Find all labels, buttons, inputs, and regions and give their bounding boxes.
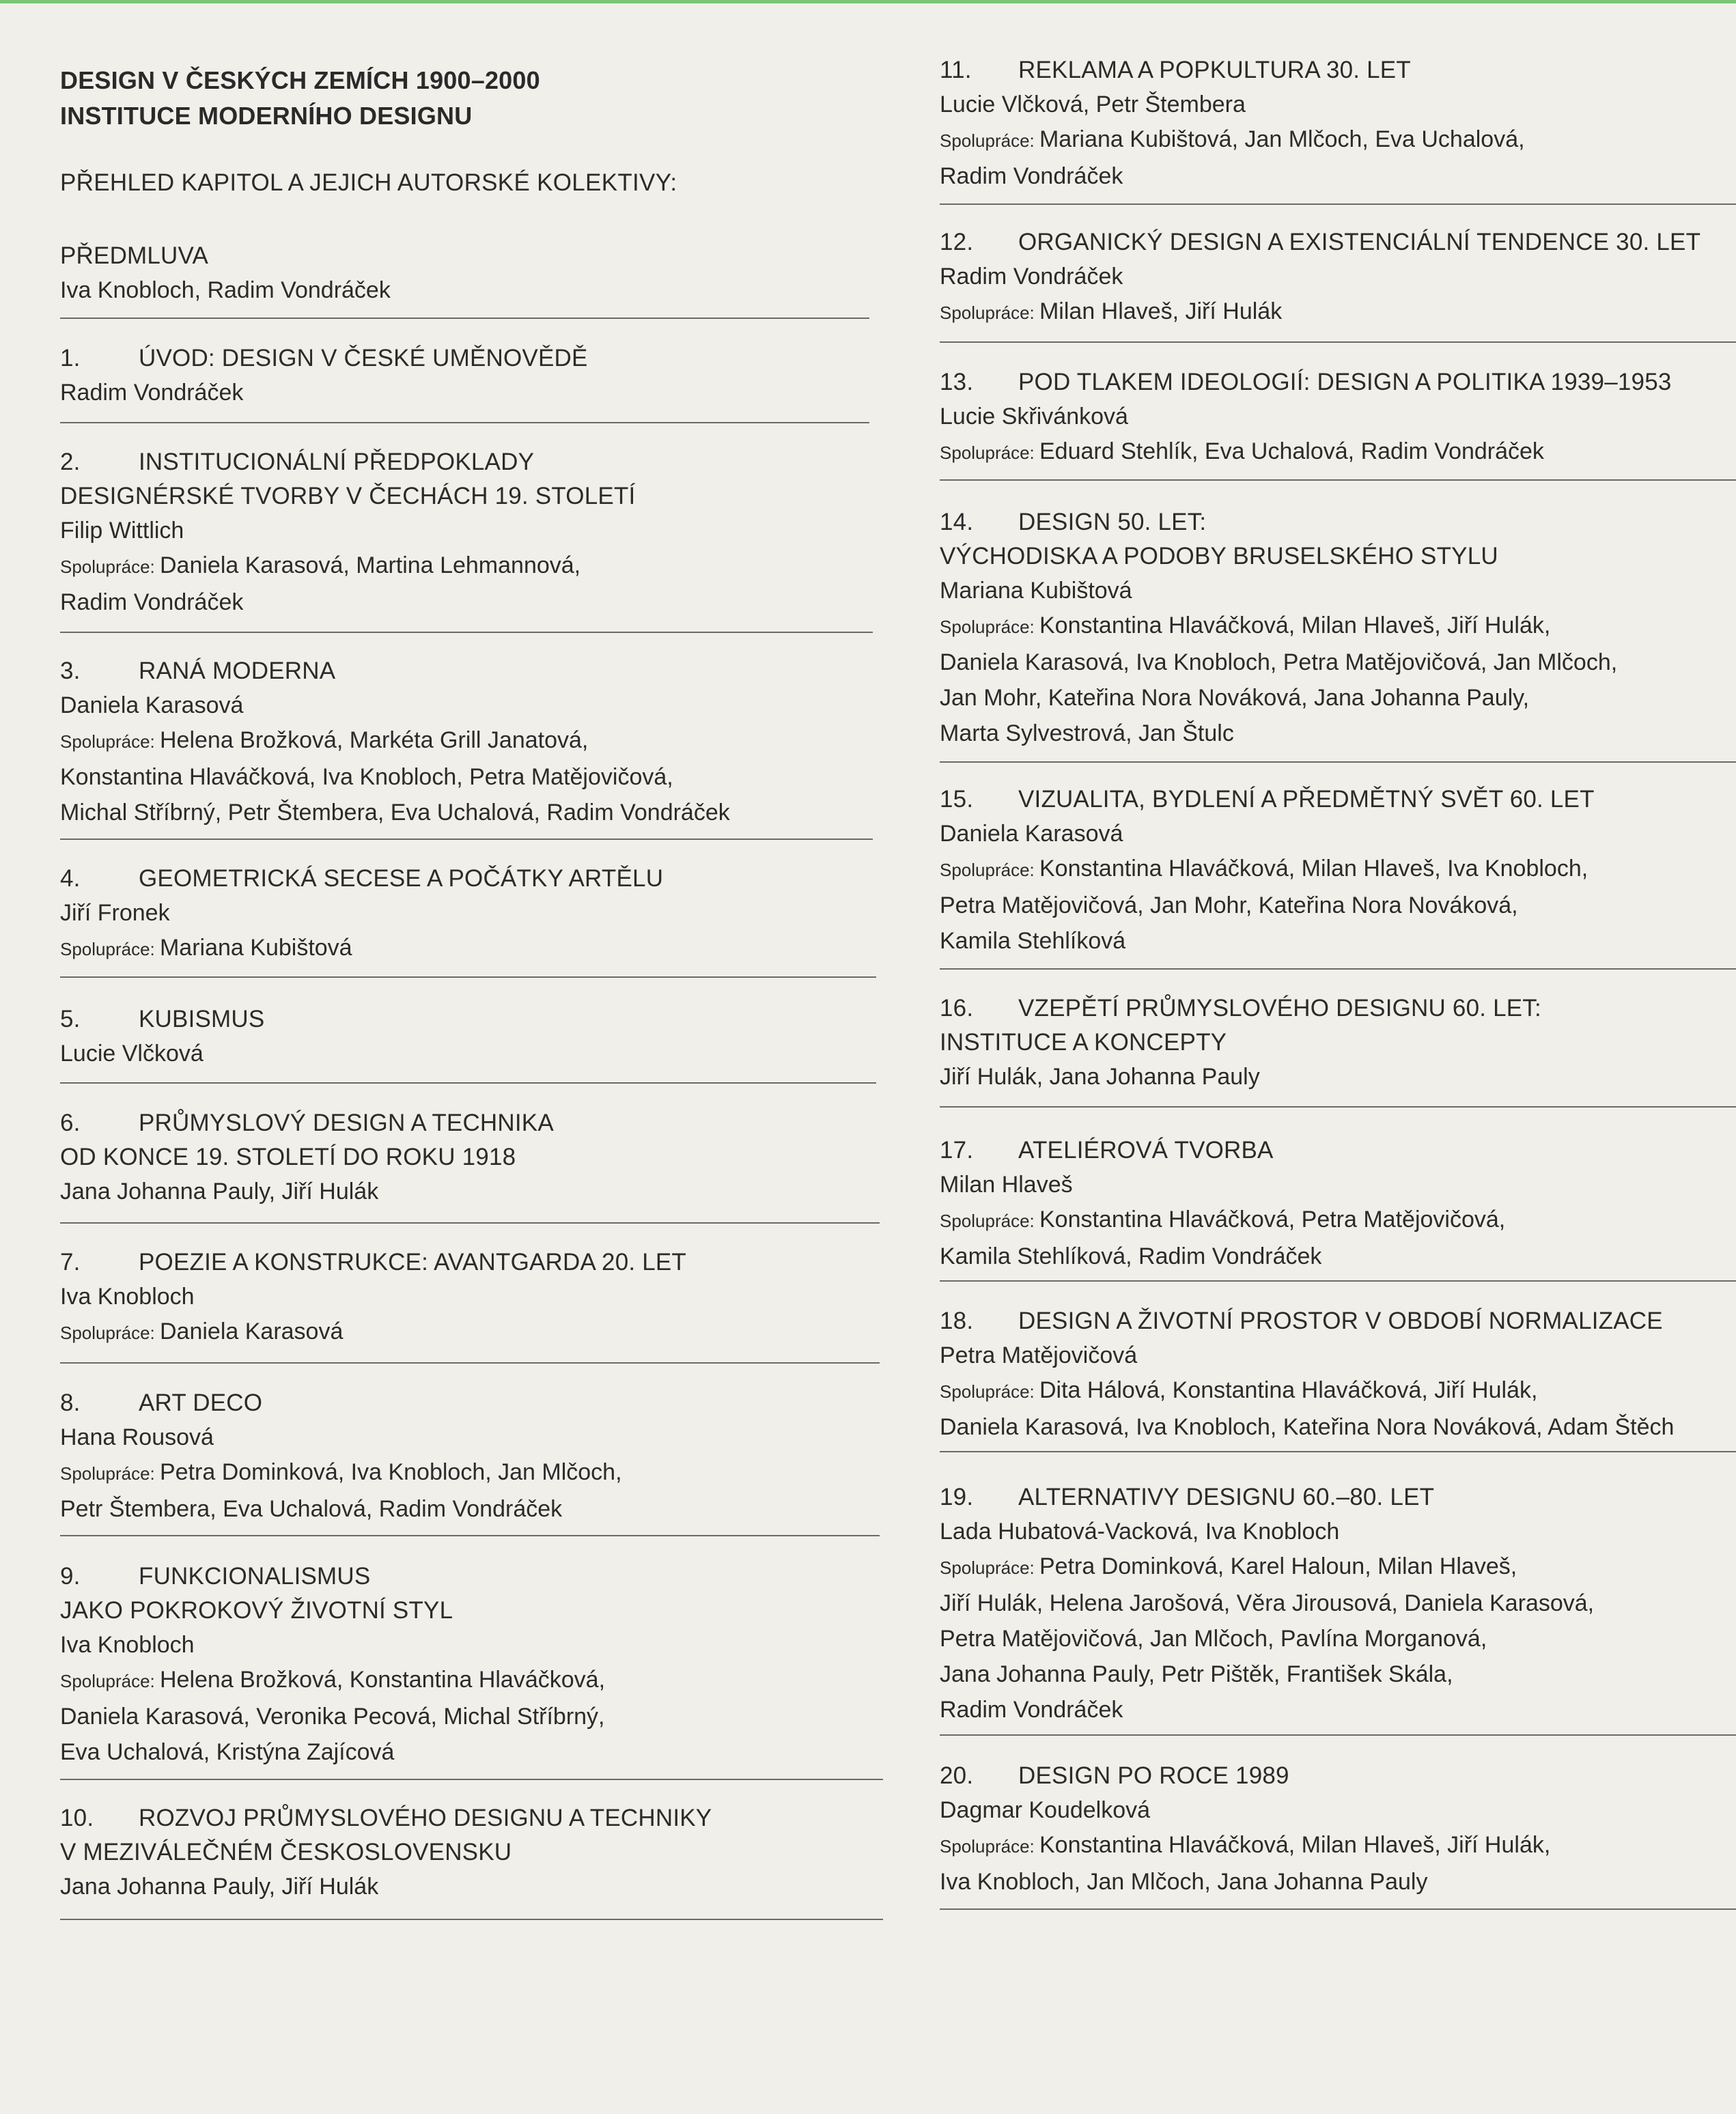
- chapter-collaborators: Spolupráce: Dita Hálová, Konstantina Hlaváčková, Jiří Hulák,: [940, 1377, 1538, 1403]
- chapter-entry: [940, 1304, 1736, 1445]
- chapter-number: 17.: [940, 1137, 974, 1164]
- chapter-collaborators: Spolupráce: Konstantina Hlaváčková, Milan Hlaveš, Jiří Hulák,: [940, 1832, 1551, 1858]
- chapter-entry: [940, 1759, 1736, 1900]
- preface-title: PŘEDMLUVA: [60, 242, 209, 269]
- chapter-authors: Lada Hubatová-Vacková, Iva Knobloch: [940, 1519, 1340, 1545]
- chapter-collaborators: Petr Štembera, Eva Uchalová, Radim Vondráček: [60, 1496, 563, 1522]
- divider: [60, 976, 876, 978]
- chapter-number: 19.: [940, 1484, 974, 1510]
- chapter-collaborators: Daniela Karasová, Iva Knobloch, Kateřina Nora Nováková, Adam Štěch: [940, 1414, 1675, 1440]
- chapter-authors: Milan Hlaveš: [940, 1172, 1073, 1198]
- chapter-title: V MEZIVÁLEČNÉM ČESKOSLOVENSKU: [60, 1839, 512, 1865]
- collaboration-label: Spolupráce:: [940, 1211, 1039, 1231]
- collaboration-label: Spolupráce:: [940, 860, 1039, 880]
- collaboration-label: Spolupráce:: [60, 731, 160, 752]
- divider: [60, 318, 869, 319]
- chapter-authors: Jana Johanna Pauly, Jiří Hulák: [60, 1179, 379, 1204]
- chapter-collaborators: Radim Vondráček: [940, 1697, 1123, 1723]
- chapter-collaborators: Kamila Stehlíková, Radim Vondráček: [940, 1243, 1322, 1269]
- chapter-collaborators: Spolupráce: Eduard Stehlík, Eva Uchalová, Radim Vondráček: [940, 438, 1544, 464]
- chapter-title: VÝCHODISKA A PODOBY BRUSELSKÉHO STYLU: [940, 543, 1498, 569]
- chapter-entry: [940, 783, 1736, 959]
- chapter-title: 18. DESIGN A ŽIVOTNÍ PROSTOR V OBDOBÍ NORMALIZACE: [940, 1304, 1736, 1338]
- chapter-number: 6.: [60, 1110, 81, 1136]
- chapter-authors: Petra Matějovičová: [940, 1342, 1138, 1368]
- divider: [940, 1106, 1736, 1108]
- chapter-collaborators: Radim Vondráček: [60, 589, 244, 615]
- divider: [60, 422, 869, 423]
- chapter-title: 7. POEZIE A KONSTRUKCE: AVANTGARDA 20. LET: [60, 1245, 1736, 1280]
- chapter-title: 19. ALTERNATIVY DESIGNU 60.–80. LET: [940, 1480, 1736, 1514]
- chapter-title: 6. PRŮMYSLOVÝ DESIGN A TECHNIKA: [60, 1106, 1736, 1140]
- chapter-authors: Daniela Karasová: [60, 692, 244, 718]
- overview-heading: PŘEHLED KAPITOL A JEJICH AUTORSKÉ KOLEKTIVY:: [60, 169, 677, 196]
- chapter-title: 10. ROZVOJ PRŮMYSLOVÉHO DESIGNU A TECHNIKY: [60, 1801, 1736, 1835]
- chapter-number: 16.: [940, 995, 974, 1021]
- chapter-entry: [940, 225, 1736, 330]
- chapter-title: JAKO POKROKOVÝ ŽIVOTNÍ STYL: [60, 1597, 453, 1624]
- chapter-number: 12.: [940, 229, 974, 255]
- chapter-title: 11. REKLAMA A POPKULTURA 30. LET: [940, 53, 1736, 87]
- chapter-title: INSTITUCE A KONCEPTY: [940, 1029, 1227, 1056]
- chapter-number: 9.: [60, 1563, 81, 1590]
- chapter-authors: Hana Rousová: [60, 1424, 214, 1450]
- chapter-title: 2. INSTITUCIONÁLNÍ PŘEDPOKLADY: [60, 445, 1736, 479]
- collaboration-label: Spolupráce:: [940, 1836, 1039, 1857]
- chapter-collaborators: Eva Uchalová, Kristýna Zajícová: [60, 1739, 395, 1765]
- divider: [940, 1734, 1736, 1736]
- collaboration-label: Spolupráce:: [60, 1671, 160, 1691]
- chapter-collaborators: Spolupráce: Petra Dominková, Iva Knobloch, Jan Mlčoch,: [60, 1459, 622, 1485]
- chapter-number: 8.: [60, 1390, 81, 1416]
- chapter-authors: Lucie Skřivánková: [940, 404, 1128, 429]
- chapter-entry: [940, 53, 1736, 194]
- chapter-number: 13.: [940, 369, 974, 395]
- collaboration-label: Spolupráce:: [60, 556, 160, 577]
- divider: [940, 968, 1736, 970]
- chapter-number: 11.: [940, 57, 972, 83]
- chapter-collaborators: Petra Matějovičová, Jan Mohr, Kateřina Nora Nováková,: [940, 892, 1518, 918]
- divider: [940, 1280, 1736, 1282]
- divider: [940, 341, 1736, 343]
- chapter-collaborators: Petra Matějovičová, Jan Mlčoch, Pavlína Morganová,: [940, 1626, 1487, 1652]
- chapter-entry: [940, 365, 1736, 470]
- collaboration-label: Spolupráce:: [60, 939, 160, 959]
- chapter-authors: Dagmar Koudelková: [940, 1797, 1151, 1823]
- book-title: [60, 63, 811, 134]
- chapter-collaborators: Marta Sylvestrová, Jan Štulc: [940, 720, 1234, 746]
- chapter-collaborators: Radim Vondráček: [940, 163, 1123, 189]
- chapter-number: 15.: [940, 786, 974, 813]
- chapter-authors: Iva Knobloch: [60, 1632, 195, 1658]
- chapter-collaborators: Michal Stříbrný, Petr Štembera, Eva Uchalová, Radim Vondráček: [60, 800, 730, 826]
- chapter-collaborators: Spolupráce: Petra Dominková, Karel Haloun, Milan Hlaveš,: [940, 1553, 1517, 1579]
- preface-authors: Iva Knobloch, Radim Vondráček: [60, 277, 391, 303]
- chapter-number: 3.: [60, 658, 81, 684]
- divider: [60, 1535, 880, 1536]
- divider: [940, 479, 1736, 481]
- chapter-collaborators: Spolupráce: Konstantina Hlaváčková, Milan Hlaveš, Iva Knobloch,: [940, 856, 1588, 882]
- chapter-number: 18.: [940, 1308, 974, 1334]
- chapter-authors: Jiří Fronek: [60, 900, 170, 926]
- chapter-collaborators: Konstantina Hlaváčková, Iva Knobloch, Petra Matějovičová,: [60, 764, 673, 790]
- chapter-number: 1.: [60, 345, 81, 371]
- chapter-title: 12. ORGANICKÝ DESIGN A EXISTENCIÁLNÍ TENDENCE 30. LET: [940, 225, 1736, 259]
- chapter-authors: Filip Wittlich: [60, 518, 184, 544]
- book-title-line1: DESIGN V ČESKÝCH ZEMÍCH 1900–2000: [60, 66, 540, 94]
- chapter-title: 9. FUNKCIONALISMUS: [60, 1560, 1736, 1594]
- chapter-title: 15. VIZUALITA, BYDLENÍ A PŘEDMĚTNÝ SVĚT 60. LET: [940, 783, 1736, 817]
- chapter-title: 1. ÚVOD: DESIGN V ČESKÉ UMĚNOVĚDĚ: [60, 341, 1736, 376]
- chapter-authors: Iva Knobloch: [60, 1284, 195, 1310]
- chapter-title: 13. POD TLAKEM IDEOLOGIÍ: DESIGN A POLITIKA 1939–1953: [940, 365, 1736, 399]
- chapter-title: 16. VZEPĚTÍ PRŮMYSLOVÉHO DESIGNU 60. LET:: [940, 991, 1736, 1026]
- chapter-title: 14. DESIGN 50. LET:: [940, 505, 1736, 539]
- chapter-collaborators: Spolupráce: Mariana Kubištová, Jan Mlčoch, Eva Uchalová,: [940, 126, 1525, 152]
- chapter-collaborators: Daniela Karasová, Iva Knobloch, Petra Matějovičová, Jan Mlčoch,: [940, 649, 1618, 675]
- chapter-number: 4.: [60, 865, 81, 892]
- preface-entry: [60, 239, 391, 307]
- chapter-title: 20. DESIGN PO ROCE 1989: [940, 1759, 1736, 1793]
- divider: [940, 1908, 1736, 1910]
- book-title-line2: INSTITUCE MODERNÍHO DESIGNU: [60, 102, 473, 130]
- divider: [60, 1362, 880, 1364]
- chapter-title: DESIGNÉRSKÉ TVORBY V ČECHÁCH 19. STOLETÍ: [60, 483, 636, 509]
- chapter-collaborators: Spolupráce: Helena Brožková, Konstantina Hlaváčková,: [60, 1667, 606, 1693]
- chapter-authors: Jana Johanna Pauly, Jiří Hulák: [60, 1874, 379, 1900]
- divider: [940, 761, 1736, 763]
- divider: [60, 1919, 883, 1920]
- divider: [940, 203, 1736, 205]
- collaboration-label: Spolupráce:: [940, 617, 1039, 637]
- chapter-number: 20.: [940, 1762, 974, 1789]
- chapter-entry: [940, 991, 1736, 1094]
- chapter-number: 10.: [60, 1805, 94, 1831]
- chapter-title: 8. ART DECO: [60, 1386, 1736, 1420]
- chapter-title: 17. ATELIÉROVÁ TVORBA: [940, 1133, 1736, 1168]
- divider: [60, 1082, 876, 1084]
- divider: [60, 1222, 880, 1224]
- chapter-authors: Mariana Kubištová: [940, 578, 1132, 604]
- chapter-authors: Radim Vondráček: [940, 264, 1123, 290]
- divider: [940, 1451, 1736, 1452]
- chapter-collaborators: Kamila Stehlíková: [940, 928, 1126, 954]
- chapter-collaborators: Spolupráce: Helena Brožková, Markéta Grill Janatová,: [60, 727, 589, 753]
- chapter-number: 2.: [60, 449, 81, 475]
- chapter-title: 3. RANÁ MODERNA: [60, 654, 1736, 688]
- chapter-title: OD KONCE 19. STOLETÍ DO ROKU 1918: [60, 1144, 516, 1170]
- chapter-collaborators: Spolupráce: Mariana Kubištová: [60, 935, 352, 961]
- chapter-title: 4. GEOMETRICKÁ SECESE A POČÁTKY ARTĚLU: [60, 862, 1736, 896]
- page-edge-strip: [0, 0, 1736, 3]
- chapter-authors: Jiří Hulák, Jana Johanna Pauly: [940, 1064, 1260, 1090]
- divider: [60, 838, 873, 840]
- chapter-entry: [940, 1480, 1736, 1728]
- collaboration-label: Spolupráce:: [60, 1323, 160, 1343]
- collaboration-label: Spolupráce:: [940, 442, 1039, 463]
- chapter-number: 7.: [60, 1249, 81, 1276]
- chapter-collaborators: Spolupráce: Milan Hlaveš, Jiří Hulák: [940, 298, 1283, 324]
- chapter-title: 5. KUBISMUS: [60, 1002, 1736, 1037]
- chapter-entry: [940, 1133, 1736, 1274]
- chapter-collaborators: Spolupráce: Konstantina Hlaváčková, Petra Matějovičová,: [940, 1207, 1506, 1232]
- collaboration-label: Spolupráce:: [940, 1381, 1039, 1402]
- chapter-collaborators: Spolupráce: Konstantina Hlaváčková, Milan Hlaveš, Jiří Hulák,: [940, 612, 1551, 638]
- chapter-collaborators: Spolupráce: Daniela Karasová, Martina Lehmannová,: [60, 552, 581, 578]
- chapter-entry: [940, 505, 1736, 751]
- chapter-authors: Lucie Vlčková: [60, 1041, 204, 1067]
- chapter-collaborators: Spolupráce: Daniela Karasová: [60, 1319, 344, 1344]
- chapter-authors: Lucie Vlčková, Petr Štembera: [940, 91, 1246, 117]
- divider: [60, 632, 873, 633]
- chapter-number: 14.: [940, 509, 974, 535]
- collaboration-label: Spolupráce:: [60, 1463, 160, 1484]
- chapter-number: 5.: [60, 1006, 81, 1032]
- divider: [60, 1779, 883, 1780]
- chapter-collaborators: Daniela Karasová, Veronika Pecová, Michal Stříbrný,: [60, 1704, 605, 1730]
- collaboration-label: Spolupráce:: [940, 302, 1039, 323]
- chapter-authors: Radim Vondráček: [60, 380, 244, 406]
- collaboration-label: Spolupráce:: [940, 1558, 1039, 1578]
- chapter-collaborators: Jana Johanna Pauly, Petr Pištěk, František Skála,: [940, 1661, 1453, 1687]
- chapter-collaborators: Iva Knobloch, Jan Mlčoch, Jana Johanna Pauly: [940, 1869, 1428, 1895]
- chapter-collaborators: Jiří Hulák, Helena Jarošová, Věra Jirousová, Daniela Karasová,: [940, 1590, 1595, 1616]
- chapter-authors: Daniela Karasová: [940, 821, 1123, 847]
- collaboration-label: Spolupráce:: [940, 130, 1039, 151]
- chapter-collaborators: Jan Mohr, Kateřina Nora Nováková, Jana Johanna Pauly,: [940, 685, 1530, 711]
